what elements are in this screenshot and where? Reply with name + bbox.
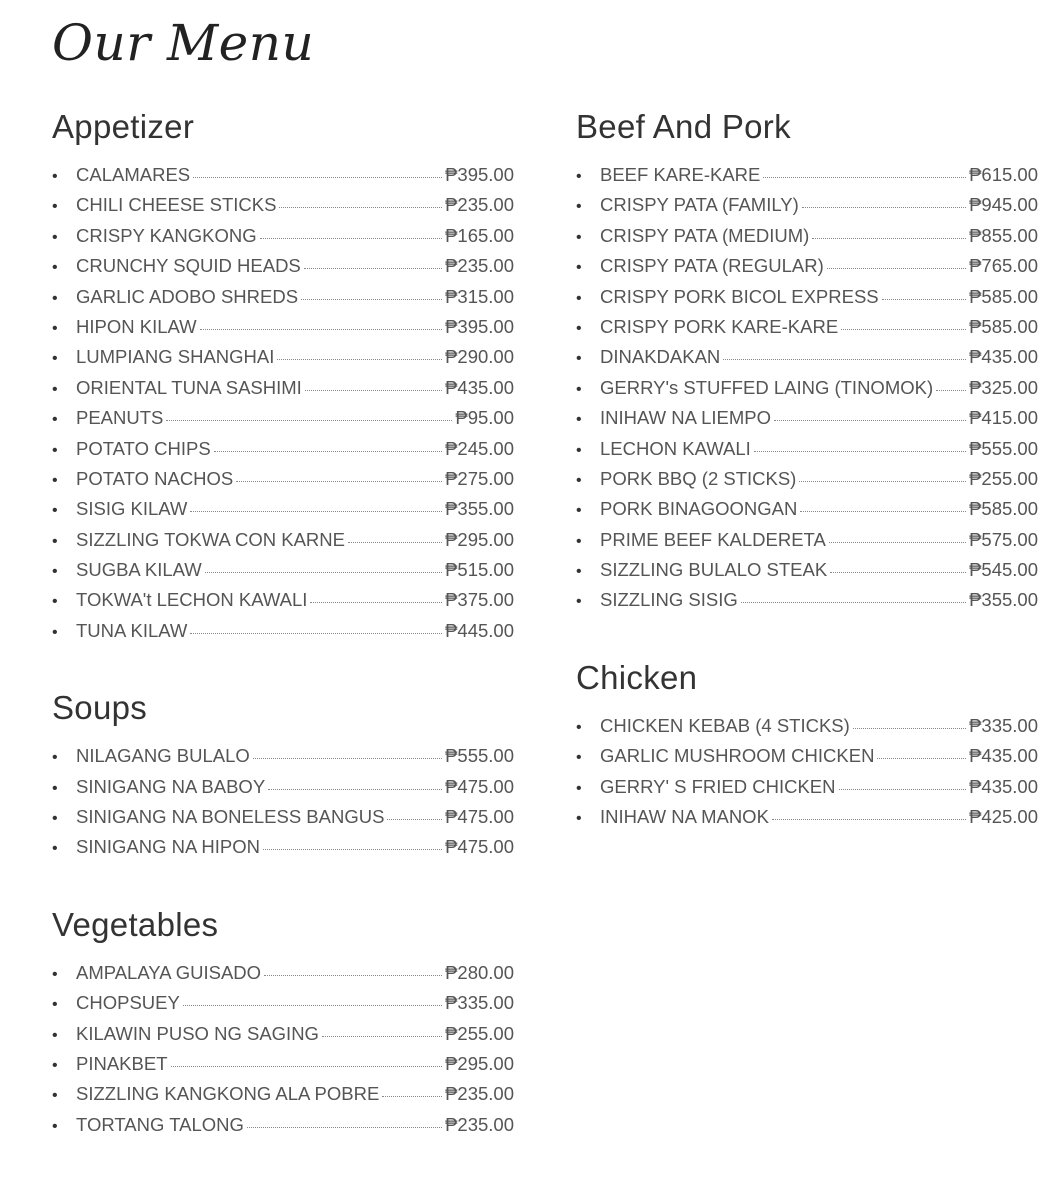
item-name: POTATO NACHOS xyxy=(76,467,234,489)
dot-leader xyxy=(279,207,442,208)
item-price: ₱765.00 xyxy=(969,255,1038,277)
dot-leader xyxy=(171,1066,443,1067)
bullet-icon: • xyxy=(576,319,582,337)
menu-column-right xyxy=(576,104,1038,871)
item-price: ₱545.00 xyxy=(969,559,1038,581)
menu-item xyxy=(52,225,514,255)
dot-leader xyxy=(841,329,966,330)
dot-leader xyxy=(166,420,452,421)
item-name: LECHON KAWALI xyxy=(600,437,751,459)
item-name: GARLIC ADOBO SHREDS xyxy=(76,285,299,307)
item-name: SIZZLING TOKWA CON KARNE xyxy=(76,528,345,550)
dot-leader xyxy=(247,1127,442,1128)
menu-item xyxy=(576,468,1038,498)
bullet-icon: • xyxy=(576,259,582,277)
dot-leader xyxy=(882,299,966,300)
item-price: ₱475.00 xyxy=(445,775,514,797)
item-name: PORK BINAGOONGAN xyxy=(600,498,798,520)
dot-leader xyxy=(268,789,442,790)
bullet-icon: • xyxy=(52,593,58,611)
bullet-icon: • xyxy=(576,228,582,246)
item-name: SUGBA KILAW xyxy=(76,559,202,581)
dot-leader xyxy=(853,728,966,729)
item-price: ₱615.00 xyxy=(969,164,1038,185)
bullet-icon: • xyxy=(576,563,582,581)
bullet-icon: • xyxy=(52,623,58,641)
menu-section-beef-and-pork xyxy=(576,104,1038,620)
menu-item xyxy=(576,806,1038,836)
item-name: SISIG KILAW xyxy=(76,498,188,520)
item-name: CHILI CHEESE STICKS xyxy=(76,194,277,216)
item-name: CHOPSUEY xyxy=(76,992,180,1014)
item-name: GERRY's STUFFED LAING (TINOMOK) xyxy=(600,376,934,398)
dot-leader xyxy=(812,238,966,239)
dot-leader xyxy=(305,390,442,391)
item-price: ₱325.00 xyxy=(969,376,1038,398)
menu-item xyxy=(52,346,514,376)
menu-item xyxy=(576,346,1038,376)
menu-item xyxy=(52,255,514,285)
bullet-icon: • xyxy=(576,532,582,550)
dot-leader xyxy=(348,542,442,543)
menu-item xyxy=(52,1053,514,1083)
item-price: ₱515.00 xyxy=(445,559,514,581)
item-name: PRIME BEEF KALDERETA xyxy=(600,528,826,550)
item-name: NILAGANG BULALO xyxy=(76,745,250,767)
bullet-icon: • xyxy=(576,198,582,216)
menu-item xyxy=(52,992,514,1022)
bullet-icon: • xyxy=(52,380,58,398)
item-name: INIHAW NA MANOK xyxy=(600,806,769,828)
menu-item xyxy=(52,529,514,559)
menu-item xyxy=(576,559,1038,589)
item-name: CRISPY PATA (FAMILY) xyxy=(600,194,799,216)
menu-item xyxy=(52,620,514,650)
bullet-icon: • xyxy=(52,259,58,277)
section-title: Appetizer xyxy=(52,108,195,145)
menu-item xyxy=(52,589,514,619)
item-price: ₱235.00 xyxy=(445,255,514,277)
dot-leader xyxy=(200,329,442,330)
item-price: ₱575.00 xyxy=(969,528,1038,550)
menu-item-list xyxy=(52,962,514,1144)
section-title: Beef And Pork xyxy=(576,108,791,145)
item-name: SIZZLING SISIG xyxy=(600,589,738,611)
item-price: ₱395.00 xyxy=(445,164,514,185)
bullet-icon: • xyxy=(52,441,58,459)
bullet-icon: • xyxy=(576,593,582,611)
menu-item xyxy=(52,559,514,589)
menu-section-vegetables xyxy=(52,902,514,1144)
item-name: CRUNCHY SQUID HEADS xyxy=(76,255,301,277)
menu-item xyxy=(576,438,1038,468)
bullet-icon: • xyxy=(576,289,582,307)
item-name: SINIGANG NA BONELESS BANGUS xyxy=(76,806,385,828)
menu-item xyxy=(576,589,1038,619)
item-name: TOKWA't LECHON KAWALI xyxy=(76,589,308,611)
menu-column-left xyxy=(52,104,514,1179)
item-name: AMPALAYA GUISADO xyxy=(76,961,262,983)
dot-leader xyxy=(193,177,442,178)
item-price: ₱165.00 xyxy=(445,224,514,246)
item-price: ₱255.00 xyxy=(969,467,1038,489)
dot-leader xyxy=(264,975,442,976)
menu-item-list xyxy=(576,164,1038,620)
dot-leader xyxy=(723,359,966,360)
dot-leader xyxy=(741,602,966,603)
item-name: PEANUTS xyxy=(76,407,164,429)
bullet-icon: • xyxy=(52,411,58,429)
item-name: POTATO CHIPS xyxy=(76,437,211,459)
item-price: ₱355.00 xyxy=(445,498,514,520)
section-title: Vegetables xyxy=(52,905,219,943)
dot-leader xyxy=(205,572,442,573)
item-name: SINIGANG NA BABOY xyxy=(76,775,266,797)
item-price: ₱435.00 xyxy=(969,775,1038,797)
bullet-icon: • xyxy=(52,1117,58,1135)
page-title: Our Menu xyxy=(52,14,315,72)
menu-item xyxy=(576,286,1038,316)
section-title: Chicken xyxy=(576,658,698,696)
item-name: PORK BBQ (2 STICKS) xyxy=(600,467,797,489)
menu-item xyxy=(576,194,1038,224)
dot-leader xyxy=(236,481,442,482)
item-price: ₱585.00 xyxy=(969,498,1038,520)
dot-leader xyxy=(382,1096,442,1097)
bullet-icon: • xyxy=(52,810,58,828)
item-price: ₱435.00 xyxy=(969,346,1038,368)
item-price: ₱395.00 xyxy=(445,315,514,337)
menu-item-list xyxy=(52,164,514,650)
bullet-icon: • xyxy=(52,228,58,246)
dot-leader xyxy=(301,299,442,300)
menu-item xyxy=(576,225,1038,255)
dot-leader xyxy=(214,451,442,452)
dot-leader xyxy=(829,542,966,543)
item-price: ₱475.00 xyxy=(445,806,514,828)
item-name: GARLIC MUSHROOM CHICKEN xyxy=(600,745,875,767)
item-name: SIZZLING BULALO STEAK xyxy=(600,559,828,581)
dot-leader xyxy=(183,1005,442,1006)
dot-leader xyxy=(260,238,442,239)
dot-leader xyxy=(304,268,442,269)
bullet-icon: • xyxy=(576,350,582,368)
item-price: ₱475.00 xyxy=(445,836,514,858)
item-name: CRISPY PORK BICOL EXPRESS xyxy=(600,285,879,307)
item-name: KILAWIN PUSO NG SAGING xyxy=(76,1022,319,1044)
item-name: GERRY' S FRIED CHICKEN xyxy=(600,775,836,797)
bullet-icon: • xyxy=(52,1056,58,1074)
bullet-icon: • xyxy=(52,779,58,797)
menu-item xyxy=(52,164,514,194)
item-price: ₱235.00 xyxy=(445,1083,514,1105)
dot-leader xyxy=(877,758,966,759)
item-price: ₱95.00 xyxy=(455,407,514,429)
menu-item xyxy=(52,377,514,407)
item-price: ₱445.00 xyxy=(445,619,514,641)
menu-item xyxy=(52,316,514,346)
item-price: ₱585.00 xyxy=(969,315,1038,337)
menu-item xyxy=(52,438,514,468)
dot-leader xyxy=(827,268,966,269)
menu-item xyxy=(52,962,514,992)
menu-item-list xyxy=(52,745,514,867)
menu-item xyxy=(576,316,1038,346)
item-price: ₱855.00 xyxy=(969,224,1038,246)
bullet-icon: • xyxy=(52,563,58,581)
dot-leader xyxy=(253,758,442,759)
item-name: CALAMARES xyxy=(76,164,191,185)
menu-item xyxy=(52,806,514,836)
item-name: DINAKDAKAN xyxy=(600,346,721,368)
item-name: ORIENTAL TUNA SASHIMI xyxy=(76,376,302,398)
menu-item xyxy=(52,498,514,528)
dot-leader xyxy=(799,481,966,482)
item-name: CRISPY PORK KARE-KARE xyxy=(600,315,839,337)
bullet-icon: • xyxy=(52,319,58,337)
item-price: ₱555.00 xyxy=(445,745,514,767)
item-price: ₱275.00 xyxy=(445,467,514,489)
menu-item xyxy=(52,1083,514,1113)
item-price: ₱435.00 xyxy=(969,745,1038,767)
menu-item xyxy=(52,468,514,498)
menu-section-appetizer xyxy=(52,104,514,650)
item-name: CRISPY KANGKONG xyxy=(76,224,257,246)
dot-leader xyxy=(754,451,966,452)
item-name: PINAKBET xyxy=(76,1052,168,1074)
item-price: ₱355.00 xyxy=(969,589,1038,611)
bullet-icon: • xyxy=(576,168,582,185)
item-price: ₱415.00 xyxy=(969,407,1038,429)
menu-item xyxy=(52,745,514,775)
dot-leader xyxy=(772,819,966,820)
menu-item xyxy=(576,164,1038,194)
dot-leader xyxy=(190,511,442,512)
bullet-icon: • xyxy=(576,718,582,736)
item-price: ₱245.00 xyxy=(445,437,514,459)
dot-leader xyxy=(830,572,966,573)
item-name: LUMPIANG SHANGHAI xyxy=(76,346,275,368)
bullet-icon: • xyxy=(576,411,582,429)
item-price: ₱585.00 xyxy=(969,285,1038,307)
item-price: ₱555.00 xyxy=(969,437,1038,459)
bullet-icon: • xyxy=(576,471,582,489)
item-name: BEEF KARE-KARE xyxy=(600,164,761,185)
item-price: ₱235.00 xyxy=(445,194,514,216)
item-price: ₱290.00 xyxy=(445,346,514,368)
bullet-icon: • xyxy=(52,840,58,858)
section-title: Soups xyxy=(52,689,148,727)
item-name: CRISPY PATA (REGULAR) xyxy=(600,255,824,277)
bullet-icon: • xyxy=(576,502,582,520)
item-price: ₱295.00 xyxy=(445,528,514,550)
item-name: TUNA KILAW xyxy=(76,619,188,641)
menu-section-soups xyxy=(52,685,514,867)
bullet-icon: • xyxy=(52,532,58,550)
item-name: CRISPY PATA (MEDIUM) xyxy=(600,224,810,246)
dot-leader xyxy=(839,789,967,790)
menu-item xyxy=(576,498,1038,528)
dot-leader xyxy=(277,359,442,360)
bullet-icon: • xyxy=(52,471,58,489)
item-name: SINIGANG NA HIPON xyxy=(76,836,261,858)
menu-item xyxy=(52,836,514,866)
item-price: ₱435.00 xyxy=(445,376,514,398)
item-name: HIPON KILAW xyxy=(76,315,197,337)
bullet-icon: • xyxy=(52,502,58,520)
dot-leader xyxy=(774,420,966,421)
item-name: SIZZLING KANGKONG ALA POBRE xyxy=(76,1083,380,1105)
item-price: ₱945.00 xyxy=(969,194,1038,216)
item-price: ₱335.00 xyxy=(445,992,514,1014)
item-price: ₱295.00 xyxy=(445,1052,514,1074)
menu-item xyxy=(576,715,1038,745)
bullet-icon: • xyxy=(576,441,582,459)
dot-leader xyxy=(387,819,442,820)
menu-section-chicken xyxy=(576,655,1038,837)
bullet-icon: • xyxy=(576,380,582,398)
bullet-icon: • xyxy=(52,168,58,185)
dot-leader xyxy=(322,1036,442,1037)
bullet-icon: • xyxy=(52,198,58,216)
menu-item xyxy=(576,407,1038,437)
bullet-icon: • xyxy=(52,1087,58,1105)
menu-item xyxy=(576,745,1038,775)
bullet-icon: • xyxy=(52,350,58,368)
dot-leader xyxy=(802,207,966,208)
bullet-icon: • xyxy=(52,965,58,983)
menu-item xyxy=(576,529,1038,559)
bullet-icon: • xyxy=(576,749,582,767)
item-name: CHICKEN KEBAB (4 STICKS) xyxy=(600,714,850,736)
item-price: ₱335.00 xyxy=(969,714,1038,736)
item-name: TORTANG TALONG xyxy=(76,1113,244,1135)
menu-item-list xyxy=(576,715,1038,837)
menu-item xyxy=(576,255,1038,285)
dot-leader xyxy=(763,177,966,178)
dot-leader xyxy=(310,602,442,603)
bullet-icon: • xyxy=(52,289,58,307)
dot-leader xyxy=(800,511,966,512)
menu-item xyxy=(576,776,1038,806)
item-price: ₱235.00 xyxy=(445,1113,514,1135)
dot-leader xyxy=(936,390,966,391)
menu-item xyxy=(52,1114,514,1144)
bullet-icon: • xyxy=(52,749,58,767)
bullet-icon: • xyxy=(576,810,582,828)
dot-leader xyxy=(263,849,442,850)
menu-item xyxy=(52,286,514,316)
item-name: INIHAW NA LIEMPO xyxy=(600,407,771,429)
menu-item xyxy=(52,407,514,437)
menu-item xyxy=(52,194,514,224)
dot-leader xyxy=(190,633,442,634)
item-price: ₱375.00 xyxy=(445,589,514,611)
item-price: ₱315.00 xyxy=(445,285,514,307)
menu-item xyxy=(52,776,514,806)
menu-item xyxy=(576,377,1038,407)
item-price: ₱255.00 xyxy=(445,1022,514,1044)
item-price: ₱425.00 xyxy=(969,806,1038,828)
menu-item xyxy=(52,1023,514,1053)
bullet-icon: • xyxy=(576,779,582,797)
bullet-icon: • xyxy=(52,1026,58,1044)
bullet-icon: • xyxy=(52,996,58,1014)
item-price: ₱280.00 xyxy=(445,961,514,983)
